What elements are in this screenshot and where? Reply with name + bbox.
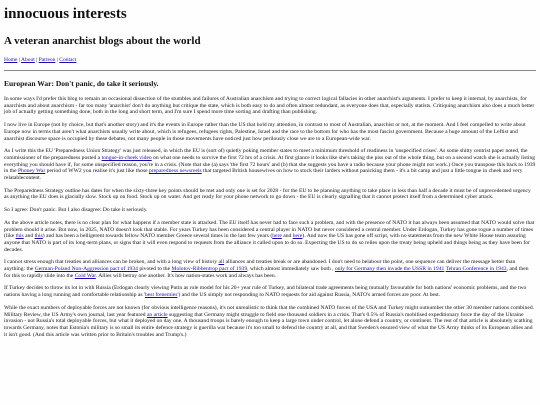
nav-contact-link[interactable]: Contact bbox=[59, 57, 77, 63]
paragraph-text: , and then for this to rapidly slide into the bbox=[4, 266, 529, 279]
paragraph-text: , which almost immediately saw both , bbox=[247, 266, 335, 273]
post-paragraph bbox=[4, 122, 536, 142]
paragraph-text: So I agree: Don't panic. But I also disagree: Do take it seriously. bbox=[4, 207, 148, 214]
paragraph-text: period of WW2 you realise it's just like those bbox=[45, 168, 149, 175]
inline-link[interactable]: this bbox=[34, 233, 43, 240]
paragraph-text: and bbox=[281, 233, 293, 240]
post-paragraph bbox=[4, 188, 536, 201]
inline-link[interactable]: German-Poland Non-Aggression pact of 1934 bbox=[34, 266, 138, 273]
inline-link[interactable]: best frenemies bbox=[144, 292, 178, 299]
paragraph-text: While the exact numbers of deployable forces are not known (for obvious intelligence reasons), it's not unrealistic to think that the combined NATO forces of the USA and Turkey might outnumber the other 30 member nations combined. Military Review, the US Army's own journal, last year featured bbox=[4, 304, 535, 318]
paragraph-text: In some ways I'd prefer this blog to remain an occasional dissection of the stumbles and failures of Australian anarchism and trying to correct logical fallacies in other anarchist's arguments. I prefer to keep it internal, by anarchists, for anarchists and about anarchism - far too many 'anarchist' don't do anything but critique the state, which is both easy to do and often almost redundant, as everyone does that, especially statists. Critiquing anarchism also does a much better job of actually getting something done, both in the long and short term, and I'm sure I spend more time sorting and drafting than publishing. bbox=[4, 96, 535, 116]
inline-link[interactable]: all bbox=[218, 259, 225, 266]
paragraph-text: and bbox=[23, 233, 35, 240]
inline-link[interactable]: here bbox=[292, 233, 303, 240]
header-divider bbox=[4, 70, 536, 71]
nav-patreon-link[interactable]: Patreon bbox=[38, 57, 56, 63]
paragraph-text: that targeted British housewives on how to stock their larders without panicking them - it's a bit camp and just a little tongue in cheek and very relatablecontent. bbox=[4, 168, 523, 182]
paragraph-text: As I write this the EU 'Preparedness Union Strategy' was just released, in which the EU is (sort of) quietly poking member states to meet a minimum threshold of readiness in 'unspecified crises'. As some shitty centrist paper noted, the commissioner of the preparedness posted a bbox=[4, 148, 528, 161]
inline-link[interactable]: Phoney War bbox=[17, 168, 46, 175]
post-body bbox=[4, 96, 536, 338]
post-paragraph bbox=[4, 96, 536, 116]
paragraph-text: I cannot stress enough that treaties and alliances can be broken, and with a long view of history bbox=[4, 259, 219, 266]
nav-home-link[interactable]: Home bbox=[4, 57, 18, 63]
inline-link[interactable]: an article bbox=[146, 311, 168, 318]
paragraph-text: ') and the US simply not responding to NATO requests for aid against Russia, NATO's armed forces are poor. At best. bbox=[177, 292, 441, 299]
paragraph-text: suggesting that Germany might struggle to field one thousand soldiers in a crisis. That's 0.5% of Russia's mobilised expeditionary force the day of the Ukraine invasion - not Russia's total deployable forces, but what it deployed on day one. A thousand troops is barely enough to keep a large town under control, let alone defend a country, or continent. The rest of that article is absolutely scathing towards Germany, notes that Estonia's military is so small its entire defence strategy is guerilla war because it's too small to defend the country at all, and that Sweden's ensured view of what the US Army thinks of its European allies and it isn't good. (And this article was written prior to Britain's troubles and Trump's.) bbox=[4, 311, 533, 338]
inline-link[interactable]: tongue-in-cheek video bbox=[101, 154, 152, 161]
site-subtitle: A veteran anarchist blogs about the world bbox=[4, 35, 201, 47]
site-title: innocuous interests bbox=[4, 6, 127, 22]
paragraph-text: As the above article notes, there is no clear plan for what happens if a member state is attacked. The EU itself has never had to face such a problem, and with the presence of NATO it has always been assumed that NATO would solve that problem should it arise. But now, in 2025, NATO doesn't look that stable. For years Turkey has been considered a central player in NATO but never considered a central member. Under Erdogan, Turkey has gone rogue a number of times (like bbox=[4, 219, 535, 240]
nav-about-link[interactable]: About bbox=[21, 57, 35, 63]
post-paragraph bbox=[4, 285, 536, 298]
post-paragraph bbox=[4, 305, 536, 339]
paragraph-text: The Preparedness Strategy outline has dates for when the sixty-three key points should be met and only one is set for 2028 - for the EU to be planning anything to take place in less than half a decade it must be of unprecedented urgency as anything the EU does is glacially slow. Stock up on food. Stock up on water. And get ready for your phone network to go down - the EU is clearly signalling that it cannot protect itself from a determined cyber attack. bbox=[4, 187, 531, 201]
paragraph-text: ). And now the US has gone off script, with no statements from the new White House team assuring anyone that NATO is part of its long-term plans, or signs that it will even respond to requests from the alliance it called upon to do so. Expecting the US to do so relies upon the treaty being upheld and things being as they have been for decades. bbox=[4, 233, 530, 253]
paragraph-text: ) and has been a belligerent towards fellow NATO member Greece several times in the last few years ( bbox=[42, 233, 273, 240]
inline-link[interactable]: preparedness newsreels bbox=[149, 168, 202, 175]
paragraph-text: . Allies will betray one another. It's how nation-states work and always has been. bbox=[95, 272, 277, 279]
paragraph-text: alliances and treaties break or are abandoned. I don't need to belabour the point, one sequence can deliver the message better than anything: the bbox=[4, 259, 516, 273]
inline-link[interactable]: here bbox=[272, 233, 282, 240]
post-title: European War: Don't panic, do take it seriously. bbox=[4, 79, 159, 88]
paragraph-text: pivoted to the bbox=[137, 266, 172, 273]
inline-link[interactable]: this bbox=[15, 233, 24, 240]
post-paragraph bbox=[4, 207, 536, 214]
paragraph-text: I now live in Europe (not by choice, but that's another story) and it's the events in Europe rather than the US that hold my attention, in contrast to most of Australian, anarchist or not, at the moment. And I feel compelled to write about Europe now in terms that aren't what anarchists usually write about, which is refugees, refugees rights, Palestine, Israel and the race to the bottom for who has the most fascist government. Because a huge amount of the Leftist and anarchist discourse space is occupied by these debates, not many people in those movements have noticed just how perilously close we are to a European-wide war. bbox=[4, 122, 526, 142]
post-paragraph bbox=[4, 220, 536, 254]
inline-link[interactable]: Cold War bbox=[74, 272, 96, 279]
paragraph-text: If Turkey decides to throw its lot in with Russia (Erdogan clearly viewing Putin as role model for his 20+ year rule of Turkey, and bilateral trade agreements being mutually favourable for both nations' economic problems, and the two nations having a long running and comfortable relationship as ' bbox=[4, 285, 527, 299]
site-nav: Home | About | Patreon | Contact bbox=[4, 57, 77, 63]
post-paragraph bbox=[4, 148, 536, 182]
post-paragraph bbox=[4, 259, 536, 279]
inline-link[interactable]: Tehran Conference in 1943 bbox=[445, 266, 507, 273]
inline-link[interactable]: Molotov-Ribbentrop pact of 1939 bbox=[171, 266, 248, 273]
inline-link[interactable]: only for Germany then invade the USSR in 1941 bbox=[334, 266, 445, 273]
paragraph-text: on what one needs to survive the first 72 hrs of a crisis. At first glance it looks like she's taking the piss out of the whole thing, but on a second watch she is actually listing everything you should have if, for some unspecified reason, you're in a crisis. (Note that she (a) says 'the first 72 hours' and (b) that she suggests you have a radio because your phone might not work.) Once you transpose this back to 1939 in the bbox=[4, 154, 536, 175]
